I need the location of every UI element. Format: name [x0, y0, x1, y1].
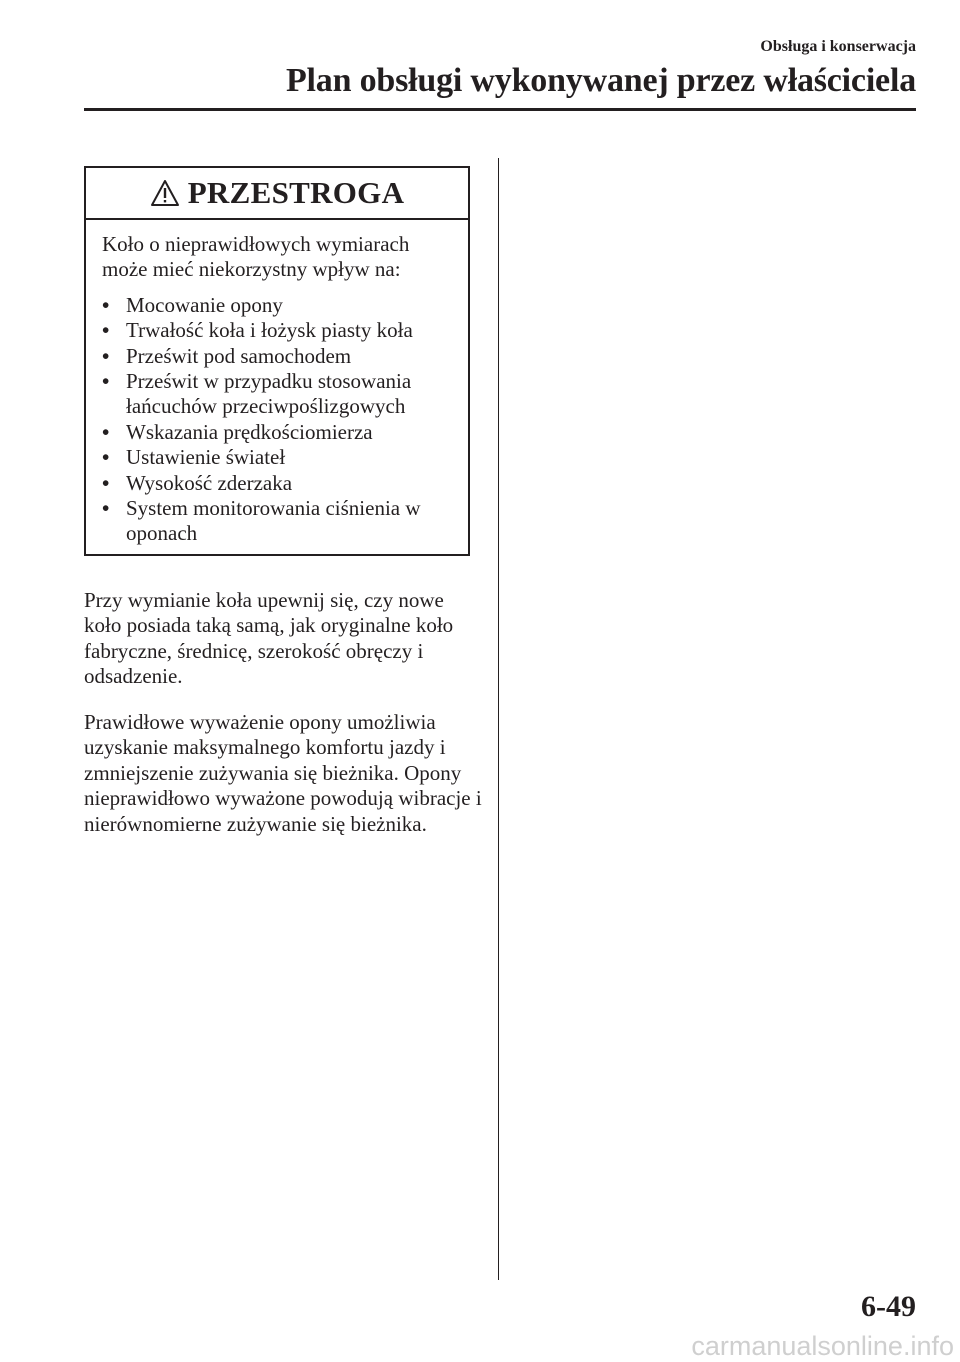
list-item — [102, 293, 454, 318]
bullet-glyph: • — [102, 343, 110, 368]
list-item — [102, 445, 454, 470]
list-item-text: Mocowanie opony — [126, 292, 283, 317]
page-title: Plan obsługi wykonywanej przez właściciela — [285, 62, 916, 99]
warning-triangle-icon — [150, 179, 180, 207]
list-item-text: Wysokość zderzaka — [126, 470, 293, 495]
bullet-glyph: • — [102, 419, 110, 444]
list-item — [102, 318, 454, 343]
caution-title: PRZESTROGA — [187, 175, 405, 210]
list-item-text: Trwałość koła i łożysk piasty koła — [126, 318, 413, 343]
list-item-text: System monitorowania ciśnienia w oponach — [126, 496, 421, 546]
page-number: 6-49 — [861, 1290, 916, 1323]
list-item — [102, 496, 454, 547]
paragraph-tire-balance: Prawidłowe wyważenie opony umożliwia uzyskanie maksymalnego komfortu jazdy i zmniejszenie zużywania się bieżnika. Opony nieprawidłowo wyważone powodują wibracje i nierównomierne zużywanie się bieżnika. — [84, 710, 482, 836]
bullet-glyph: • — [102, 470, 110, 495]
caution-intro: Koło o nieprawidłowych wymiarach może mieć niekorzystny wpływ na: — [102, 232, 410, 282]
column-divider — [498, 158, 499, 1280]
list-item-text: Ustawienie świateł — [126, 445, 286, 470]
list-item-text: Prześwit pod samochodem — [126, 343, 352, 368]
bullet-glyph: • — [102, 318, 110, 343]
header-rule — [84, 108, 916, 111]
bullet-glyph: • — [102, 369, 110, 394]
caution-body — [86, 220, 468, 547]
caution-header — [86, 168, 468, 220]
section-label: Obsługa i konserwacja — [760, 38, 916, 55]
bullet-glyph: • — [102, 496, 110, 521]
caution-box — [84, 166, 470, 556]
list-item-text: Prześwit w przypadku stosowania łańcuchów przeciwpoślizgowych — [126, 369, 412, 419]
list-item-text: Wskazania prędkościomierza — [126, 419, 373, 444]
list-item — [102, 471, 454, 496]
caution-list — [102, 293, 454, 547]
watermark: carmanualsonline.info — [691, 1331, 954, 1361]
list-item — [102, 420, 454, 445]
list-item — [102, 369, 454, 420]
list-item — [102, 344, 454, 369]
bullet-glyph: • — [102, 292, 110, 317]
paragraph-wheel-replacement: Przy wymianie koła upewnij się, czy nowe koło posiada taką samą, jak oryginalne koło fabryczne, średnicę, szerokość obręczy i odsadzenie. — [84, 588, 454, 689]
bullet-glyph: • — [102, 445, 110, 470]
